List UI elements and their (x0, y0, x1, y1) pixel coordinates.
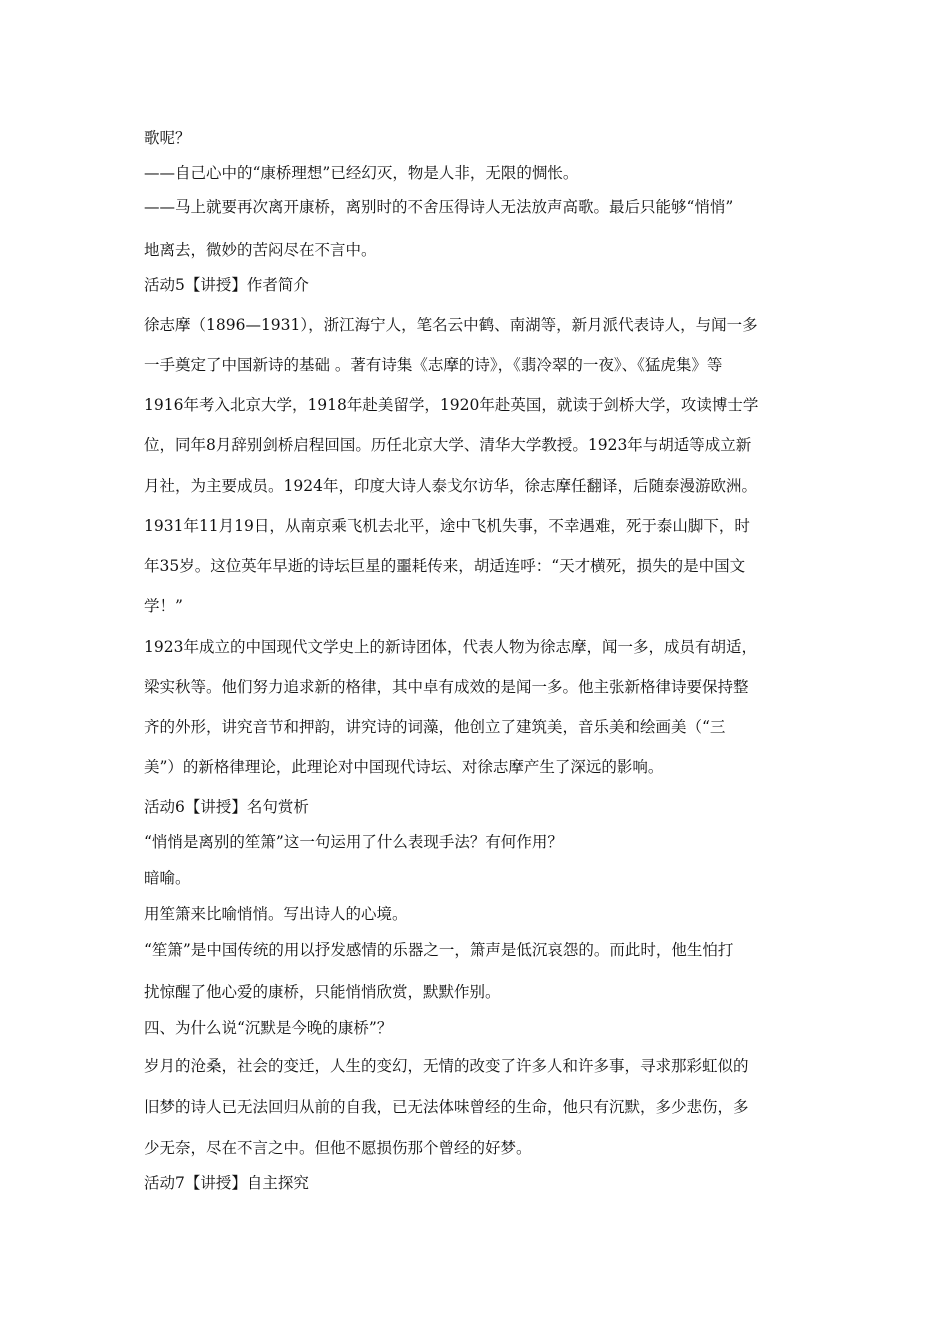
text-line: 徐志摩（1896—1931），浙江海宁人，笔名云中鹤、南湖等，新月派代表诗人，与闻一多 (144, 316, 758, 334)
text-line: 1923年成立的中国现代文学史上的新诗团体，代表人物为徐志摩，闻一多，成员有胡适， (144, 638, 757, 656)
text-line: “悄悄是离别的笙箫”这一句运用了什么表现手法？有何作用？ (144, 833, 563, 851)
text-line: ——自己心中的“康桥理想”已经幻灭，物是人非，无限的惆怅。 (144, 164, 579, 182)
text-line: 歌呢？ (144, 129, 191, 147)
text-line: 扰惊醒了他心爱的康桥，只能悄悄欣赏，默默作别。 (144, 983, 501, 1001)
text-line: 齐的外形，讲究音节和押韵，讲究诗的词藻，他创立了建筑美，音乐美和绘画美（“三 (144, 718, 726, 736)
text-line: 用笙箫来比喻悄悄。写出诗人的心境。 (144, 905, 408, 923)
text-line: 一手奠定了中国新诗的基础 。著有诗集《志摩的诗》，《翡冷翠的一夜》、《猛虎集》等 (144, 356, 723, 374)
text-line: 美”）的新格律理论，此理论对中国现代诗坛、对徐志摩产生了深远的影响。 (144, 758, 664, 776)
text-line: 1931年11月19日，从南京乘飞机去北平，途中飞机失事，不幸遇难，死于泰山脚下，时 (144, 517, 750, 535)
section-heading: 四、为什么说“沉默是今晚的康桥”？ (144, 1019, 393, 1037)
section-heading: 活动5【讲授】作者简介 (144, 276, 309, 294)
text-line: 岁月的沧桑，社会的变迁，人生的变幻，无情的改变了许多人和许多事，寻求那彩虹似的 (144, 1057, 749, 1075)
section-heading: 活动7【讲授】自主探究 (144, 1174, 309, 1192)
text-line: 暗喻。 (144, 869, 191, 887)
text-line: “笙箫”是中国传统的用以抒发感情的乐器之一，箫声是低沉哀怨的。而此时，他生怕打 (144, 941, 734, 959)
text-line: 学！” (144, 597, 183, 615)
section-heading: 活动6【讲授】名句赏析 (144, 798, 309, 816)
text-line: 位，同年8月辞别剑桥启程回国。历任北京大学、清华大学教授。1923年与胡适等成立新 (144, 436, 752, 454)
text-line: 月社，为主要成员。1924年，印度大诗人泰戈尔访华，徐志摩任翻译，后随泰漫游欧洲。 (144, 477, 757, 495)
text-line: ——马上就要再次离开康桥，离别时的不舍压得诗人无法放声高歌。最后只能够“悄悄” (144, 198, 734, 216)
text-line: 梁实秋等。他们努力追求新的格律，其中卓有成效的是闻一多。他主张新格律诗要保持整 (144, 678, 749, 696)
text-line: 旧梦的诗人已无法回归从前的自我，已无法体味曾经的生命，他只有沉默，多少悲伤，多 (144, 1098, 749, 1116)
text-line: 地离去，微妙的苦闷尽在不言中。 (144, 241, 377, 259)
text-line: 1916年考入北京大学，1918年赴美留学，1920年赴英国，就读于剑桥大学，攻读博士学 (144, 396, 759, 414)
text-line: 少无奈，尽在不言之中。但他不愿损伤那个曾经的好梦。 (144, 1139, 532, 1157)
text-line: 年35岁。这位英年早逝的诗坛巨星的噩耗传来，胡适连呼：“天才横死，损失的是中国文 (144, 557, 746, 575)
